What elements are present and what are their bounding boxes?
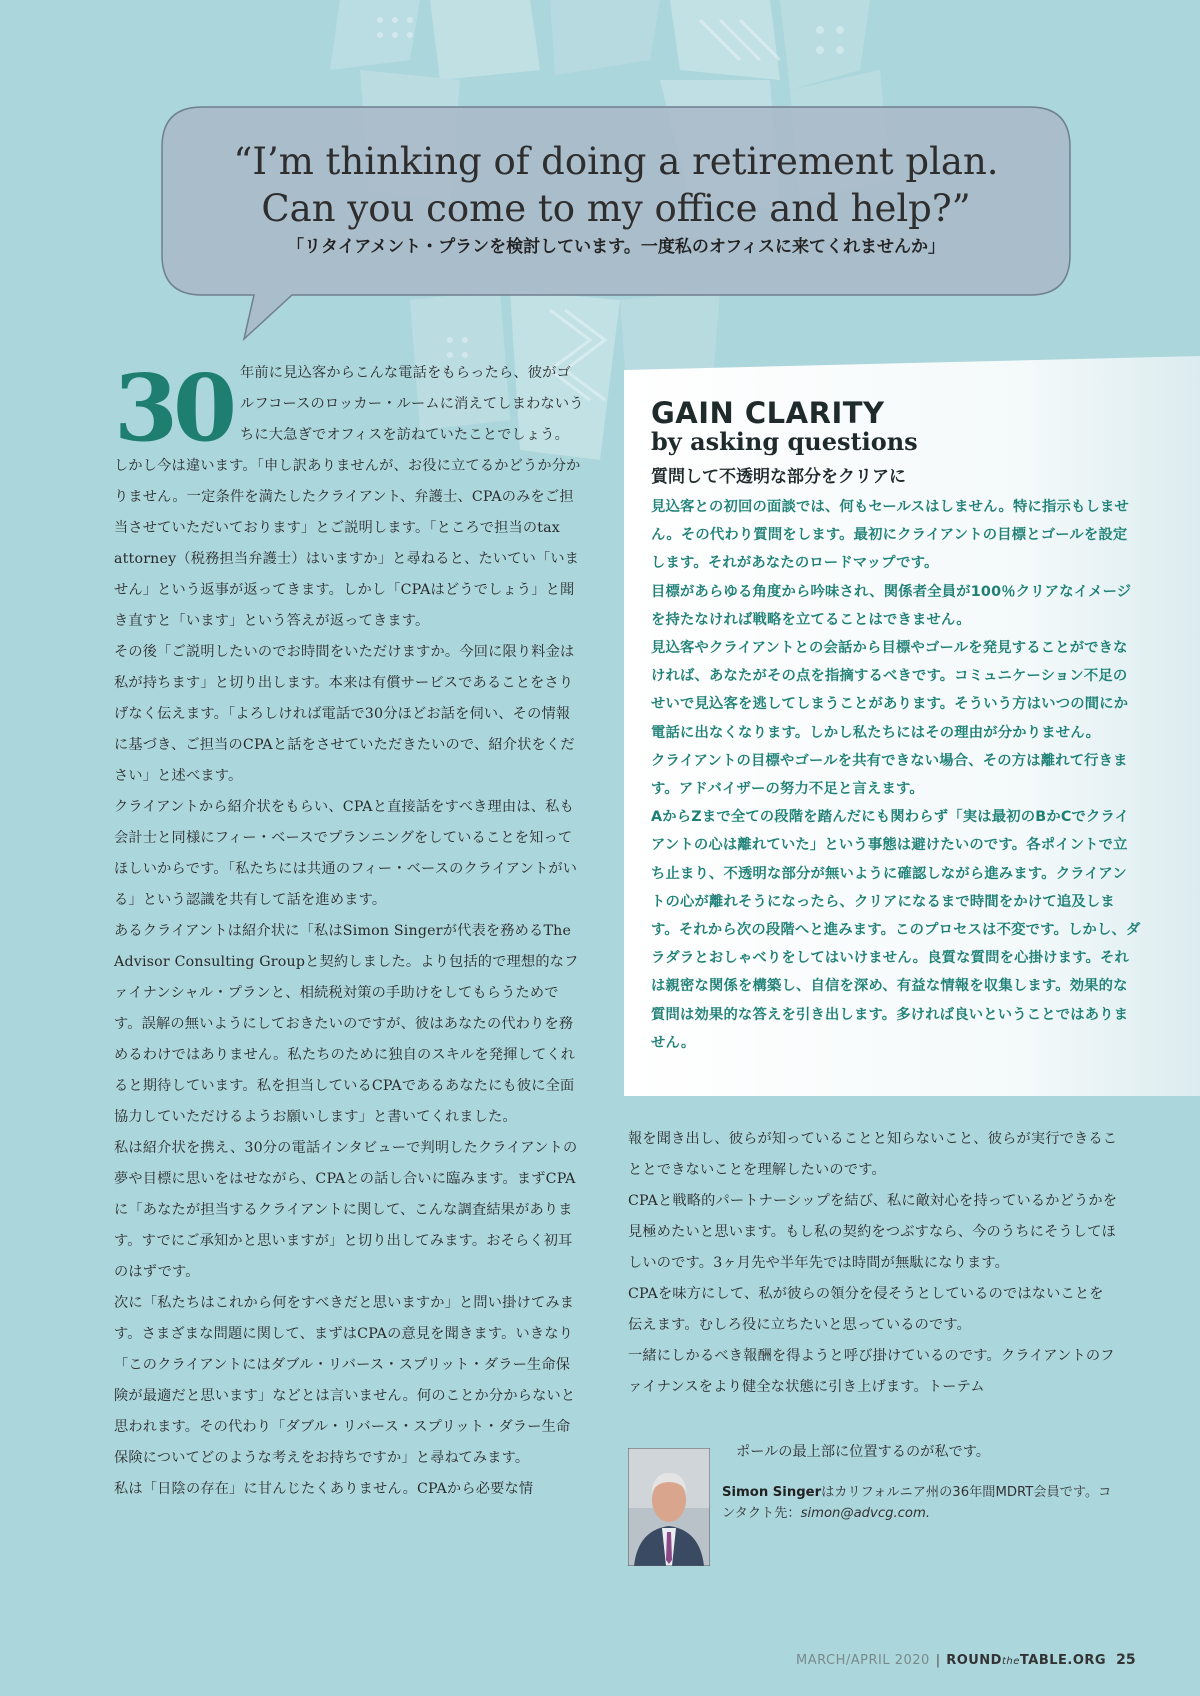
site-name-rest: TABLE.ORG (1019, 1653, 1107, 1668)
quote-english-line-2: Can you come to my office and help?” (261, 187, 971, 230)
article-paragraph: 私は紹介状を携え、30分の電話インタビューで判明したクライアントの夢や目標に思いをはせながら、CPAとの話し合いに臨みます。まずCPAに「あなたが担当するクライアントに関して、こんな調査結果があります。すでにご承知かと思いますが」と切り出してみます。おそらく初耳のはずです。 (114, 1140, 578, 1280)
page-number: 25 (1116, 1652, 1136, 1668)
article-paragraph: 報を聞き出し、彼らが知っていることと知らないこと、彼らが実行できることとできないことを理解したいのです。 (628, 1131, 1118, 1178)
article-right-column (628, 1124, 1118, 1403)
author-bio-text: はカリフォルニア州の36年間MDRT会員です。コンタクト先： (722, 1485, 1112, 1521)
sidebar-paragraph: 目標があらゆる角度から吟味され、関係者全員が100％クリアなイメージを持たなければ戦略を立てることはできません。 (651, 583, 1132, 628)
article-last-line: ポールの最上部に位置するのが私です。 (736, 1444, 990, 1460)
issue-date: MARCH/APRIL 2020 (796, 1653, 930, 1668)
article-paragraph: しかし今は違います。「申し訳ありませんが、お役に立てるかどうか分かりません。一定条件を満たしたクライアント、弁護士、CPAのみをご担当させていただいております」とご説明します。「ところで担当のtax attorney（税務担当弁護士）はいますか」と尋ねると、たいてい「いません」という返事が返ってきます。しかし「CPAはどうでしょう」と聞き直すと「います」という答えが返ってきます。 (114, 458, 581, 629)
page-footer (796, 1652, 1136, 1668)
author-name: Simon Singer (722, 1485, 822, 1500)
article-paragraph: CPAを味方にして、私が彼らの領分を侵そうとしているのではないことを伝えます。むしろ役に立ちたいと思っているのです。 (628, 1286, 1104, 1333)
site-name (946, 1653, 1106, 1668)
sidebar-paragraph: AからZまで全ての段階を踏んだにも関わらず「実は最初のBかCでクライアントの心は離れていた」という事態は避けたいのです。各ポイントで立ち止まり、不透明な部分が無いように確認しながら進みます。クライアントの心が離れそうになったら、クリアになるまで時間をかけて追及します。それから次の段階へと進みます。このプロセスは不変です。しかし、ダラダラとおしゃべりをしてはいけません。良質な質問を心掛けます。それは親密な関係を構築し、自信を深め、有益な情報を収集します。効果的な質問は効果的な答えを引き出します。多ければ良いということではありません。 (651, 809, 1141, 1051)
sidebar-paragraph: 見込客との初回の面談では、何もセールスはしません。特に指示もしません。その代わり質問をします。最初にクライアントの目標とゴールを設定します。それがあなたのロードマップです。 (651, 499, 1129, 572)
site-name-the: the (1001, 1656, 1020, 1667)
sidebar-subtitle: by asking questions (651, 427, 918, 456)
sidebar-content (651, 397, 1141, 1057)
sidebar-title: GAIN CLARITY (651, 396, 885, 430)
quote-block (162, 138, 1070, 260)
sidebar-paragraph: 見込客やクライアントとの会話から目標やゴールを発見することができなければ、あなたがその点を指摘するべきです。コミュニケーション不足のせいで見込客を逃してしまうことがあります。そういう方はいつの間にか電話に出なくなります。しかし私たちにはその理由が分かりません。 (651, 640, 1129, 741)
author-bio (722, 1482, 1112, 1524)
article-paragraph: あるクライアントは紹介状に「私はSimon Singerが代表を務めるThe Advisor Consulting Groupと契約しました。より包括的で理想的なファイナンシャル・プランと、相続税対策の手助けをしてもらうためです。誤解の無いようにしておきたいのですが、彼はあなたの代わりを務めるわけではありません。私たちのために独自のスキルを発揮してくれると期待しています。私を担当しているCPAであるあなたにも彼に全面協力していただけるようお願いします」と書いてくれました。 (114, 923, 579, 1125)
article-paragraph: クライアントから紹介状をもらい、CPAと直接話をすべき理由は、私も会計士と同様にフィー・ベースでプランニングをしていることを知ってほしいからです。「私たちには共通のフィー・ベースのクライアントがいる」という認識を共有して話を進めます。 (114, 799, 578, 908)
article-paragraph: 次に「私たちはこれから何をすべきだと思いますか」と問い掛けてみます。さまざまな問題に関して、まずはCPAの意見を聞きます。いきなり「このクライアントにはダブル・リバース・スプリット・ダラー生命保険が最適だと思います」などとは言いません。何のことか分からないと思われます。その代わり「ダブル・リバース・スプリット・ダラー生命保険についてどのような考えをお持ちですか」と尋ねてみます。 (114, 1295, 576, 1466)
author-email: simon@advcg.com. (800, 1506, 931, 1521)
site-name-round: ROUND (946, 1653, 1002, 1668)
author-photo (628, 1448, 710, 1566)
quote-english-line-1: “I’m thinking of doing a retirement plan. (233, 140, 999, 183)
sidebar-paragraph: クライアントの目標やゴールを共有できない場合、その方は離れて行きます。アドバイザーの努力不足と言えます。 (651, 752, 1128, 798)
article-left-column (114, 354, 584, 1505)
article-paragraph: 年前に見込客からこんな電話をもらったら、彼がゴルフコースのロッカー・ルームに消えてしまわないうちに大急ぎでオフィスを訪ねていたことでしょう。 (240, 365, 584, 443)
sidebar-body (651, 493, 1141, 1057)
article-paragraph: 一緒にしかるべき報酬を得ようと呼び掛けているのです。クライアントのファイナンスをより健全な状態に引き上げます。トーテム (628, 1348, 1115, 1395)
article-paragraph: 私は「日陰の存在」に甘んじたくありません。CPAから必要な情 (114, 1481, 534, 1497)
footer-separator: | (935, 1653, 941, 1668)
article-paragraph: CPAと戦略的パートナーシップを結び、私に敵対心を持っているかどうかを見極めたいと思います。もし私の契約をつぶすなら、今のうちにそうしてほしいのです。3ヶ月先や半年先では時間が無駄になります。 (628, 1193, 1118, 1271)
sidebar-japanese-heading: 質問して不透明な部分をクリアに (651, 467, 906, 487)
article-paragraph: その後「ご説明したいのでお時間をいただけますか。今回に限り料金は私が持ちます」と切り出します。本来は有償サービスであることをさりげなく伝えます。「よろしければ電話で30分ほどお話を伺い、その情報に基づき、ご担当のCPAと話をさせていただきたいので、紹介状をください」と述べます。 (114, 644, 575, 784)
dropcap-number: 30 (114, 354, 233, 462)
quote-japanese: 「リタイアメント・プランを検討しています。一度私のオフィスに来てくれませんか」 (287, 237, 945, 257)
